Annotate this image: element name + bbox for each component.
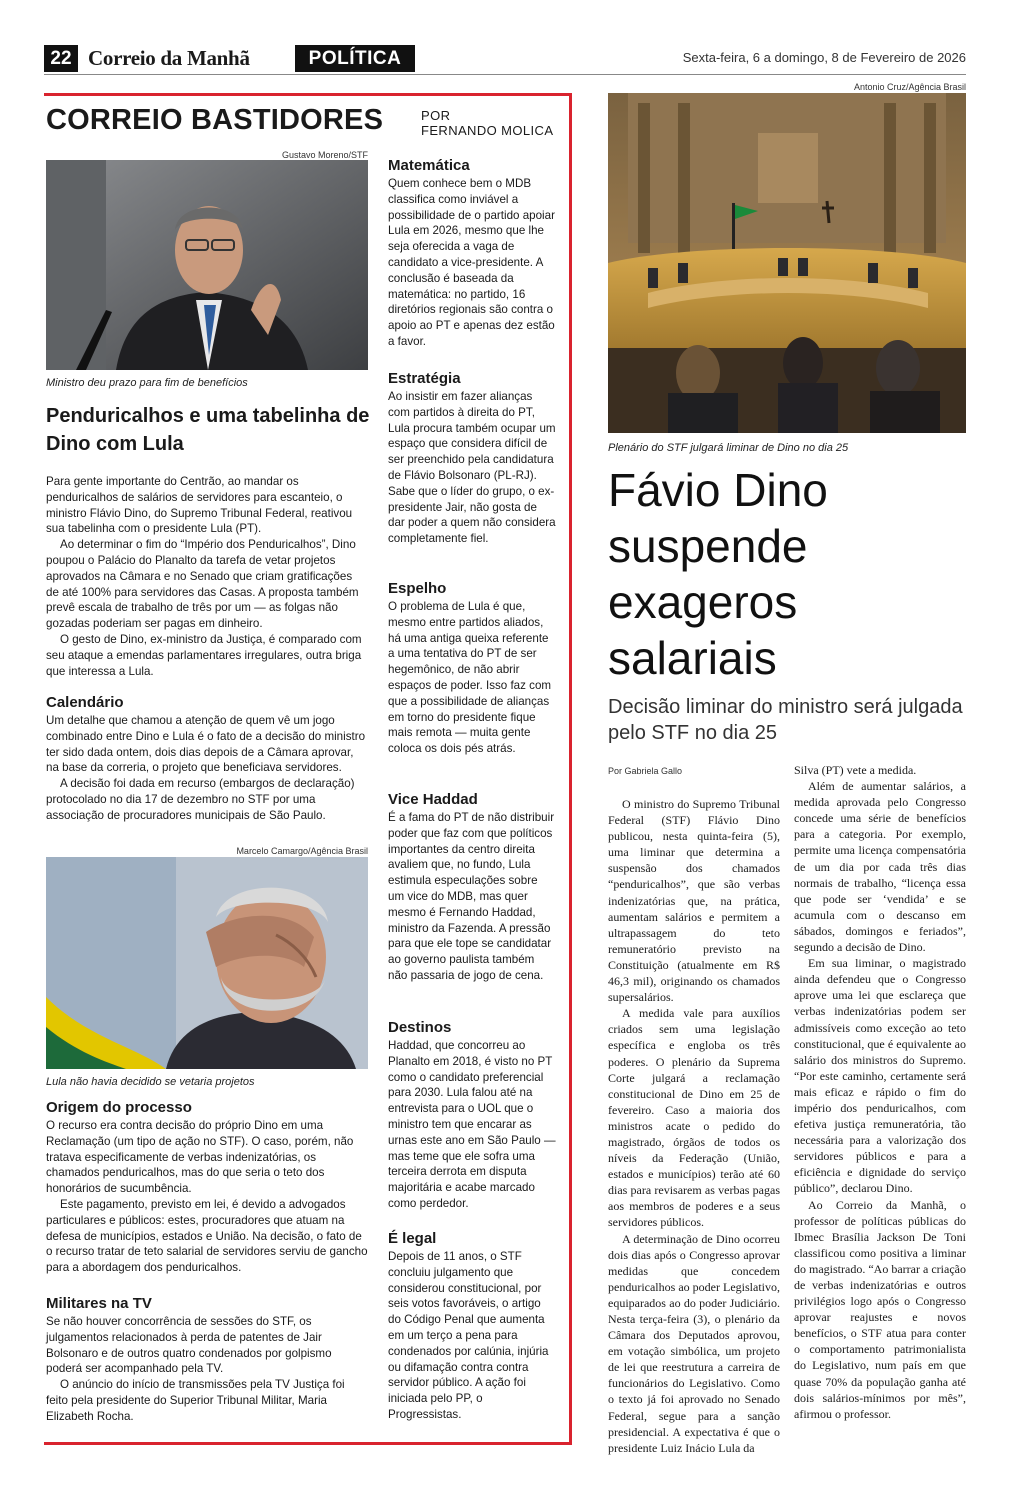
section-militares: [46, 1295, 368, 1425]
byline-by: POR: [421, 108, 451, 123]
byline-author: FERNANDO MOLICA: [421, 123, 554, 138]
photo-credit-dino: Gustavo Moreno/STF: [281, 150, 368, 160]
article-body-col-2: [794, 762, 966, 1422]
paragraph: Silva (PT) vete a medida.: [794, 763, 917, 777]
article-body-col-1: [608, 796, 780, 1456]
paragraph: Ao Correio da Manhã, o professor de políticas públicas do Ibmec Brasília Jackson De Toni classificou como positiva a liminar do magistrado. “Ao barrar a criação de verbas indenizatórias e outros privilégios logo após o Congresso aprovar reajustes e novos benefícios, o STF atua para conter o comportamento patrimonialista do Legislativo, num país em que quase 70% da população ganha até dois salários-mínimos por mês”, afirmou o professor.: [794, 1197, 966, 1421]
paragraph: A determinação de Dino ocorreu dois dias após o Congresso aprovar medidas que concedem penduricalhos ao poder Legislativo, equiparados ao do poder Judiciário. Nesta terça-feira (3), o plenário da Câmara dos Deputados aprovou, em votação simbólica, um projeto de lei que reestrutura a carreira de funcionários do Legislativo. Como o texto já foi aprovado no Senado Federal, segue para a sanção presidencial. A expectativa é que o presidente Luiz Inácio Lula da: [608, 1231, 780, 1455]
subhead-destinos: Destinos: [388, 1019, 452, 1036]
photo-caption-lula: Lula não havia decidido se vetaria projetos: [46, 1076, 255, 1088]
article-author: Por Gabriela Gallo: [608, 766, 683, 776]
paragraph: O anúncio do início de transmissões pela TV Justiça foi feito pela presidente do Superior Tribunal Militar, Maria Elizabeth Rocha.: [46, 1378, 345, 1423]
photo-stf-plenary: [608, 93, 966, 433]
paragraph: O problema de Lula é que, mesmo entre partidos aliados, há uma antiga queixa referente a uma tentativa do PT de ser hegemônico, de não abrir espaços de poder. Isso faz com que a possibilidade de alianças em torno do presidente fique mais remota — muita gente coloca os dois pés atrás.: [388, 600, 552, 756]
section-e-legal: [388, 1230, 556, 1423]
photo-dino: [46, 160, 368, 370]
subhead-militares: Militares na TV: [46, 1295, 152, 1312]
paragraph: Quem conhece bem o MDB classifica como inviável a possibilidade de o partido apoiar Lula em 2026, mesmo que lhe seja oferecida a vaga de candidato a vice-presidente. A conclusão é baseada da matemática: no partido, 16 diretórios regionais são contra o apoio ao PT e apenas dez estão a favor.: [388, 177, 555, 348]
paragraph: Em sua liminar, o magistrado ainda defendeu que o Congresso aprove uma lei que esclareça que verbas indenizatórias podem ser admissíveis como exceção ao teto constitucional, que é equivalente ao salário dos ministros do Supremo. “Por este caminho, certamente será mais eficaz e rápido o fim do império dos penduricalhos, com efetiva justiça remuneratória, tão necessária para a valorização dos servidores públicos e para a eficiência e dignidade do serviço público”, declarou Dino.: [794, 956, 966, 1196]
subhead-espelho: Espelho: [388, 580, 447, 597]
photo-lula: [46, 857, 368, 1069]
paragraph: A decisão foi dada em recurso (embargos de declaração) protocolado no dia 17 de dezembro no STF por uma associação de procuradores municipais de São Paulo.: [46, 777, 355, 822]
article-deck: Decisão liminar do ministro será julgada pelo STF no dia 25: [608, 696, 963, 744]
photo-credit-stf: Antonio Cruz/Agência Brasil: [853, 82, 966, 92]
column-headline: Penduricalhos e uma tabelinha de Dino com Lula: [46, 405, 370, 455]
subhead-vice-haddad: Vice Haddad: [388, 791, 478, 808]
subhead-estrategia: Estratégia: [388, 370, 461, 387]
subhead-matematica: Matemática: [388, 157, 470, 174]
photo-credit-lula: Marcelo Camargo/Agência Brasil: [236, 846, 368, 856]
paragraph: Ao determinar o fim do “Império dos Penduricalhos”, Dino poupou o Palácio do Planalto da tarefa de vetar projetos aprovados na Câmara e no Senado que criam gratificações de até 100% para servidores das Casas. A proposta também prevê escala de trabalho de três por um — as folgas não gozadas poderiam ser pagas em dinheiro.: [46, 538, 359, 631]
paragraph: Haddad, que concorreu ao Planalto em 2018, é visto no PT como o candidato preferencial para 2030. Lula falou até na entrevista para o UOL que o ministro tem que encarar as urnas este ano em São Paulo — mas teme que ele sofra uma terceira derrota em disputa majoritária e acabe marcado como perdedor.: [388, 1039, 556, 1210]
column-title: CORREIO BASTIDORES: [46, 104, 384, 136]
subhead-origem: Origem do processo: [46, 1099, 192, 1116]
paragraph: O recurso era contra decisão do próprio Dino em uma Reclamação (um tipo de ação no STF). O caso, porém, não tratava especificamente de verbas indenizatórias, os chamados penduricalhos, mas do que seria o teto dos honorários de sucumbência.: [46, 1119, 354, 1196]
paragraph: O ministro do Supremo Tribunal Federal (STF) Flávio Dino publicou, nesta quinta-feira (5), uma liminar que determina a suspensão dos chamados “penduricalhos”, que são verbas indenizatórias que, na prática, aumentam salários e permitem a ultrapassagem do teto remuneratório previsto na Constituição (atualmente em R$ 46,3 mil), originando os chamados supersalários.: [608, 797, 780, 1005]
issue-date: Sexta-feira, 6 a domingo, 8 de Fevereiro de 2026: [682, 50, 966, 65]
column-byline: [421, 108, 553, 138]
paragraph: Ao insistir em fazer alianças com partidos à direita do PT, Lula procura também ocupar um espaço que considera difícil de ser preenchido pela candidatura de Flávio Bolsonaro (PL-RJ). Sabe que o líder do grupo, o ex-presidente Jair, não gosta de dar poder a quem não considera completamente fiel.: [388, 390, 556, 546]
section-matematica: [388, 157, 556, 350]
subhead-calendario: Calendário: [46, 694, 124, 711]
paragraph: Para gente importante do Centrão, ao mandar os penduricalhos de salários de servidores para escanteio, o ministro Flávio Dino, do Supremo Tribunal Federal, reativou sua tabelinha com o presidente Lula (PT).: [46, 475, 353, 536]
masthead-logo: Correio da Manhã: [88, 46, 250, 70]
section-tag: POLÍTICA: [295, 45, 415, 72]
page-number: 22: [44, 45, 78, 72]
photo-caption-dino: Ministro deu prazo para fim de benefícios: [46, 377, 248, 389]
paragraph: Além de aumentar salários, a medida aprovada pelo Congresso concede uma série de benefícios para a categoria. Por exemplo, permite uma licença compensatória de um dia por cada três dias normais de trabalho, “licença essa que pode ser ‘vendida’ e se acumula com o descanso em sábados, domingos e feriados”, segundo a decisão de Dino.: [794, 779, 966, 955]
paragraph: A medida vale para auxílios criados sem uma legislação específica e engloba os três poderes. O plenário da Suprema Corte julgará a reclamação constitucional de Dino em 25 de fevereiro. Caso a maioria dos ministros acate o pedido do magistrado, órgãos de todos os níveis da Federação (União, estados e municípios) terão até 60 dias para revisarem as verbas pagas aos membros de poderes e a seus servidores públicos.: [608, 1006, 780, 1230]
section-estrategia: [388, 370, 556, 547]
section-espelho: [388, 580, 556, 757]
paragraph: Este pagamento, previsto em lei, é devido a advogados particulares e públicos: estes, procuradores que atuam na defesa de municípios, estados e União. Na decisão, o fato de o recurso tratar de teto salarial de servidores serviu de gancho para a abordagem dos penduricalhos.: [46, 1197, 368, 1275]
paragraph: Se não houver concorrência de sessões do STF, os julgamentos relacionados à perda de patentes de Jair Bolsonaro e de outros quatro condenados por golpismo poderá ser acompanhado pela TV.: [46, 1315, 332, 1376]
subhead-e-legal: É legal: [388, 1230, 437, 1247]
header-rule: [44, 74, 966, 75]
article-headline: Fávio Dino suspende exageros salariais: [608, 464, 828, 684]
section-calendario: [46, 694, 368, 824]
paragraph: É a fama do PT de não distribuir poder que faz com que políticos importantes da centro direita avaliem que, no fundo, Lula estimula especulações sobre um vice do MDB, mas quer mesmo é Fernando Haddad, ministro da Fazenda. A pressão para que ele tope se candidatar ao governo paulista também não passaria de jogo de cena.: [388, 811, 555, 982]
section-vice-haddad: [388, 791, 556, 984]
section-origem: [46, 1099, 368, 1276]
paragraph: Um detalhe que chamou a atenção de quem vê um jogo combinado entre Dino e Lula é o fato de a decisão do ministro ter sido dada ontem, dois dias depois de a Câmara aprovar, na base da correria, o projeto que beneficiava servidores.: [46, 714, 366, 775]
column-lead-text: [46, 474, 368, 679]
paragraph: O gesto de Dino, ex-ministro da Justiça, é comparado com seu ataque a emendas parlamentares irregulares, outra briga que interessa a Lula.: [46, 632, 362, 678]
paragraph: Depois de 11 anos, o STF concluiu julgamento que considerou constitucional, por seis votos favoráveis, o artigo do Código Penal que aumenta em um terço a pena para condenados por calúnia, injúria ou difamação contra contra servidor público. A ação foi iniciada pelo PP, o Progressistas.: [388, 1250, 549, 1421]
photo-caption-stf: Plenário do STF julgará liminar de Dino no dia 25: [608, 442, 849, 454]
section-destinos: [388, 1019, 556, 1212]
